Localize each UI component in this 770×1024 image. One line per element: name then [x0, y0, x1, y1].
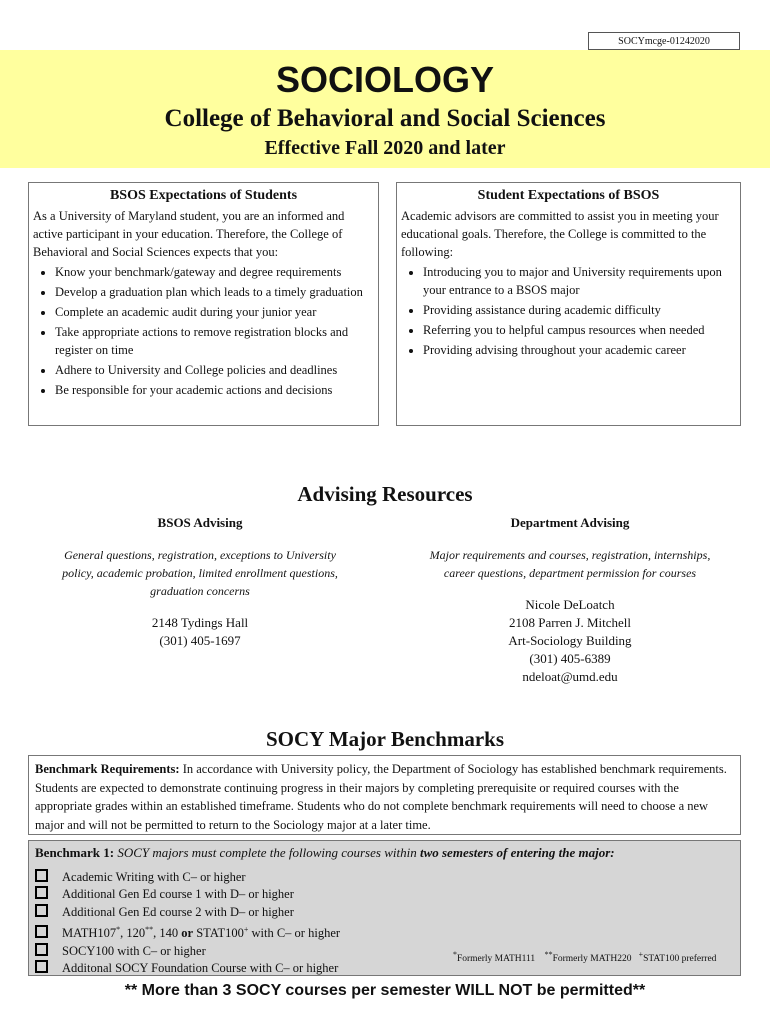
- benchmarks-title: SOCY Major Benchmarks: [266, 727, 504, 751]
- list-item: • Complete an academic audit during your junior year: [55, 303, 374, 321]
- document-id: SOCYmcge-01242020: [588, 32, 740, 50]
- list-item: • Adhere to University and College policies and deadlines: [55, 361, 374, 379]
- title-banner: [0, 50, 770, 168]
- advising-resources-title: Advising Resources: [297, 482, 473, 506]
- checkbox[interactable]: [35, 869, 48, 882]
- bsos-advising-location: 2148 Tydings Hall: [151, 615, 249, 630]
- benchmark-1-text: SOCY majors must complete the following courses within: [117, 845, 417, 860]
- college-name: College of Behavioral and Social Sciences: [164, 105, 606, 132]
- list-item: • Be responsible for your academic actions and decisions: [55, 381, 374, 399]
- checkbox[interactable]: [35, 943, 48, 956]
- footnote-1: Formerly MATH111: [456, 954, 536, 965]
- list-item: • Referring you to helpful campus resources when needed: [423, 321, 736, 339]
- benchmark-1-box: [28, 840, 741, 976]
- department-advising-description: Major requirements and courses, registration, internships, career questions, department permission for courses: [429, 548, 711, 580]
- checklist-item: [35, 886, 734, 904]
- advisor-email[interactable]: ndeloat@umd.edu: [522, 669, 618, 684]
- checklist-item: [35, 904, 734, 922]
- math-course-c: , 140: [153, 926, 179, 941]
- checklist-item: [35, 869, 734, 887]
- bsos-advising-column: [50, 514, 350, 650]
- advisor-building: Art-Sociology Building: [508, 633, 632, 648]
- student-expectations-box: [396, 182, 741, 426]
- department-advising-heading: Department Advising: [510, 515, 630, 530]
- checkbox[interactable]: [35, 960, 48, 973]
- checklist-item-label: Additonal SOCY Foundation Course with C– or higher: [62, 961, 339, 976]
- advisor-office: 2108 Parren J. Mitchell: [508, 615, 632, 630]
- bsos-advising-phone: (301) 405-1697: [159, 633, 241, 648]
- benchmark-1-label: Benchmark 1:: [35, 845, 115, 860]
- footnote-mark: *: [453, 950, 457, 960]
- bsos-advising-heading: BSOS Advising: [157, 515, 243, 530]
- stat-course: STAT100: [196, 926, 244, 941]
- footnotes: [453, 946, 716, 969]
- checklist-item-label: Additional Gen Ed course 1 with D– or higher: [62, 887, 294, 901]
- bsos-expectations-box: [28, 182, 379, 426]
- checklist-item-label: SOCY100 with C– or higher: [62, 943, 206, 958]
- advisor-name: Nicole DeLoatch: [525, 597, 615, 612]
- footnote-mark: **: [544, 950, 553, 960]
- checklist-item-math: [35, 921, 734, 943]
- benchmark-requirements-label: Benchmark Requirements:: [35, 762, 180, 776]
- list-item: • Develop a graduation plan which leads to a timely graduation: [55, 283, 374, 301]
- footnote-2: Formerly MATH220: [552, 954, 632, 965]
- footnote-3: STAT100 preferred: [643, 954, 717, 965]
- benchmark-requirements-text: In accordance with University policy, the Department of Sociology has established benchmark requirements. Students are expected to demonstrate continuing progress in their majors by completing prerequisite or required courses with the appropriate grades within an established timeframe. Students who do not complete benchmark requirements will need to choose a new major and will not be permitted to return to the Sociology major at a later time.: [35, 762, 727, 832]
- footnote-mark: +: [638, 950, 644, 960]
- checkbox[interactable]: [35, 886, 48, 899]
- list-item: • Providing advising throughout your academic career: [423, 341, 736, 359]
- effective-date: Effective Fall 2020 and later: [264, 137, 506, 159]
- list-item: • Providing assistance during academic difficulty: [423, 301, 736, 319]
- benchmark-1-timeframe: two semesters of entering the major:: [419, 845, 615, 860]
- checkbox[interactable]: [35, 904, 48, 917]
- math-grade-text: with C– or higher: [248, 926, 341, 941]
- checklist-item-label: Additional Gen Ed course 2 with D– or higher: [62, 904, 294, 919]
- department-advising-column: [415, 514, 725, 686]
- bsos-expectations-list: [33, 263, 374, 399]
- checkbox[interactable]: [35, 925, 48, 938]
- bsos-expectations-intro: As a University of Maryland student, you are an informed and active participant in your education. Therefore, the College of Behavioral and Social Sciences expects that you:: [33, 209, 345, 259]
- advisor-phone: (301) 405-6389: [529, 651, 611, 666]
- page-title: SOCIOLOGY: [275, 59, 495, 100]
- list-item: • Take appropriate actions to remove registration blocks and register on time: [55, 323, 374, 359]
- student-expectations-title: Student Expectations of BSOS: [477, 188, 660, 203]
- footnote-mark: **: [145, 925, 154, 934]
- checklist-item-label: Academic Writing with C– or higher: [62, 869, 246, 884]
- or-label: or: [181, 926, 194, 941]
- footnote-mark: +: [243, 925, 249, 934]
- bsos-expectations-title: BSOS Expectations of Students: [109, 188, 298, 203]
- benchmark-1-heading: [35, 844, 734, 863]
- list-item: • Introducing you to major and University requirements upon your entrance to a BSOS major: [423, 263, 736, 299]
- math-course-b: , 120: [120, 926, 146, 941]
- footnote-mark: *: [116, 925, 121, 934]
- list-item: • Know your benchmark/gateway and degree requirements: [55, 263, 374, 281]
- bsos-advising-description: General questions, registration, exceptions to University policy, academic probation, limited enrollment questions, graduation concerns: [62, 548, 338, 598]
- footer-warning: ** More than 3 SOCY courses per semester WILL NOT be permitted**: [124, 982, 646, 999]
- student-expectations-list: [401, 263, 736, 359]
- student-expectations-intro: Academic advisors are committed to assist you in meeting your educational goals. Therefore, the College is committed to the following:: [401, 209, 719, 259]
- benchmark-requirements-box: [28, 755, 741, 835]
- math-course-a: MATH107: [62, 926, 117, 941]
